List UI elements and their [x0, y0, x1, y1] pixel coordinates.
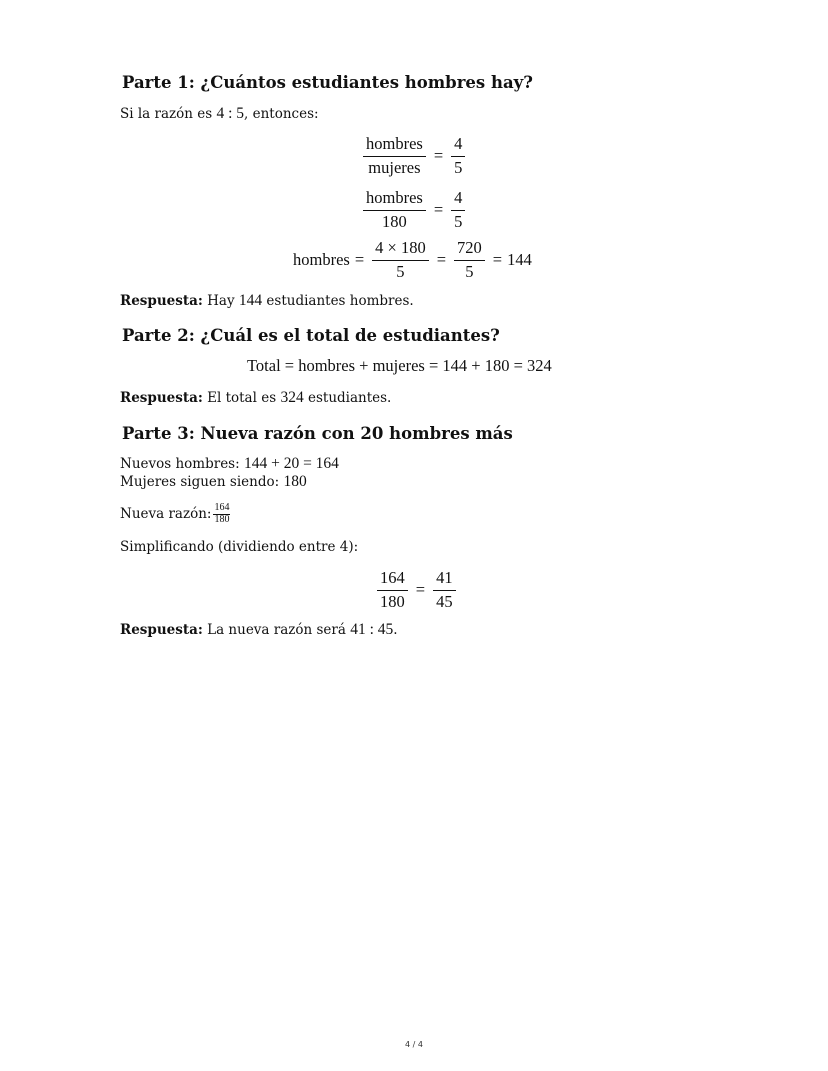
fraction-numerator: 4 × 180	[372, 239, 429, 261]
answer-label: Respuesta:	[120, 390, 203, 406]
fraction-denominator: 180	[380, 591, 405, 611]
inline-fraction	[213, 503, 230, 525]
part3-heading: Parte 3: Nueva razón con 20 hombres más	[122, 424, 513, 443]
line-math: 144 + 20 = 164	[243, 455, 339, 472]
part3-answer	[120, 621, 398, 639]
part2-answer	[120, 389, 391, 407]
fraction-164-180	[377, 569, 408, 612]
fraction-numerator: hombres	[363, 189, 426, 211]
fraction-numerator: 164	[214, 502, 230, 513]
answer-label: Respuesta:	[120, 622, 203, 638]
answer-label: Respuesta:	[120, 293, 203, 309]
fraction-720-5	[454, 239, 485, 282]
part3-simplified-equation	[374, 569, 459, 612]
fraction-numerator: 720	[454, 239, 485, 261]
answer-text: El total es	[202, 390, 281, 406]
line-text: Mujeres siguen siendo:	[120, 474, 284, 490]
fraction-denominator: mujeres	[368, 157, 421, 177]
answer-value: 144	[238, 292, 263, 309]
part2-heading: Parte 2: ¿Cuál es el total de estudiantes?	[122, 326, 500, 345]
part3-new-ratio	[120, 503, 230, 525]
fraction-denominator: 5	[454, 157, 463, 177]
answer-value: 41 : 45	[350, 621, 394, 638]
line-text: Nuevos hombres:	[120, 456, 244, 472]
fraction-hombres-180	[363, 189, 426, 232]
line-math: 180	[283, 473, 307, 490]
part2-equation	[247, 356, 552, 376]
part1-equation-1	[360, 135, 468, 178]
equation-lhs: hombres	[293, 250, 350, 270]
equals-sign: =	[492, 250, 503, 270]
fraction-4-5	[451, 135, 465, 178]
fraction-denominator: 180	[214, 513, 230, 525]
part1-answer	[120, 292, 414, 310]
fraction-numerator: 41	[433, 569, 456, 591]
total-equation: Total = hombres + mujeres = 144 + 180 = 324	[247, 356, 552, 375]
fraction-4x180-5	[372, 239, 429, 282]
equals-sign: =	[415, 580, 426, 600]
part1-intro-ratio: 4 : 5	[216, 105, 245, 122]
part1-equation-3	[293, 239, 532, 282]
fraction-4-5	[451, 189, 465, 232]
part1-intro-text: Si la razón es	[120, 106, 217, 122]
part1-equation-2	[360, 189, 468, 232]
answer-value: 324	[280, 389, 304, 406]
equals-sign: =	[354, 250, 365, 270]
fraction-numerator: 164	[377, 569, 408, 591]
part3-new-men	[120, 455, 339, 473]
equals-sign: =	[433, 146, 444, 166]
line-text: Nueva razón:	[120, 506, 212, 522]
equation-result: 144	[507, 250, 532, 270]
page-number: 4 / 4	[405, 1040, 423, 1049]
answer-text-after: estudiantes.	[303, 390, 392, 406]
answer-text: La nueva razón será	[202, 622, 351, 638]
answer-text-after: .	[393, 622, 398, 638]
equals-sign: =	[436, 250, 447, 270]
answer-text: Hay	[202, 293, 239, 309]
part1-intro-after: , entonces:	[244, 106, 319, 122]
fraction-41-45	[433, 569, 456, 612]
fraction-numerator: 4	[451, 135, 465, 157]
equals-sign: =	[433, 200, 444, 220]
part3-simplify: Simplificando (dividiendo entre 4):	[120, 539, 359, 555]
part1-intro	[120, 105, 319, 123]
answer-text-after: estudiantes hombres.	[262, 293, 414, 309]
fraction-denominator: 5	[396, 261, 405, 281]
fraction-denominator: 45	[436, 591, 453, 611]
fraction-numerator: 4	[451, 189, 465, 211]
fraction-hombres-mujeres	[363, 135, 426, 178]
part1-heading: Parte 1: ¿Cuántos estudiantes hombres hay?	[122, 73, 533, 92]
fraction-denominator: 5	[465, 261, 474, 281]
fraction-denominator: 180	[382, 211, 407, 231]
part3-women	[120, 473, 307, 491]
fraction-numerator: hombres	[363, 135, 426, 157]
fraction-denominator: 5	[454, 211, 463, 231]
